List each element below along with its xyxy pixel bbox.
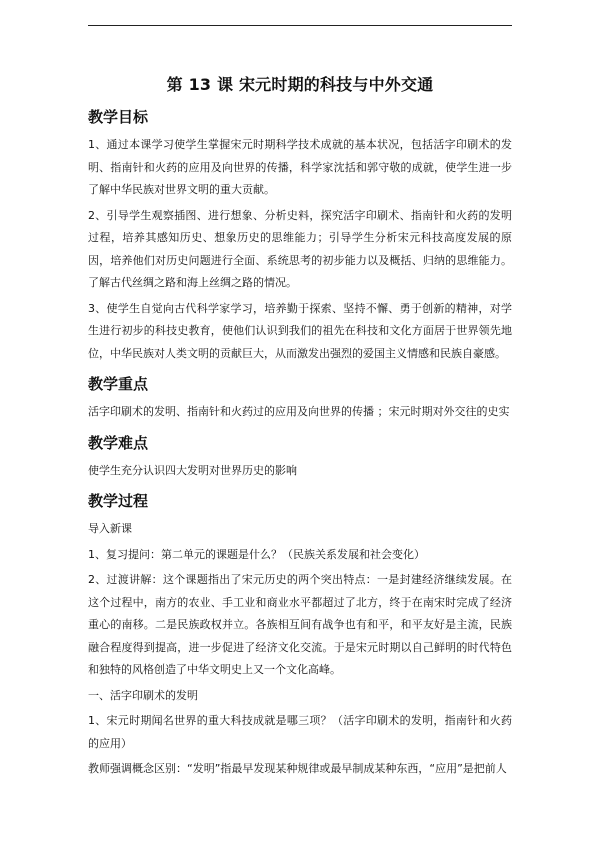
difficulties-text: 使学生充分认识四大发明对世界历史的影响 bbox=[88, 463, 297, 477]
key-points-text: 活字印刷术的发明、指南针和火药过的应用及向世界的传播 ；宋元时期对外交往的史实 bbox=[88, 405, 510, 418]
header-rule bbox=[88, 25, 512, 26]
process-step-1: 1、复习提问：第二单元的课题是什么？（民族关系发展和社会变化） bbox=[88, 547, 425, 561]
process-heading: 教学过程 bbox=[88, 492, 149, 510]
document-page bbox=[88, 74, 512, 784]
objective-item-3: 3、使学生自觉向古代科学家学习，培养勤于探索、坚持不懈、勇于创新的精神，对学生进行初步的科技史教育，使他们认识到我们的祖先在科技和文化方面居于世界领先地位，中华民族对人类文明的贡献巨大，从而激发出强烈的爱国主义情感和民族自豪感。 bbox=[88, 301, 512, 360]
question-1: 1、宋元时期闻名世界的重大科技成就是哪三项？（活字印刷术的发明，指南针和火药的应用） bbox=[88, 714, 512, 750]
objectives-heading: 教学目标 bbox=[88, 108, 149, 126]
objective-item-2: 2、引导学生观察插图、进行想象、分析史料，探究活字印刷术、指南针和火药的发明过程，培养其感知历史、想象历史的思维能力；引导学生分析宋元科技高度发展的原因，培养他们对历史问题进行全面、系统思考的初步能力以及概括、归纳的思维能力。了解古代丝绸之路和海上丝绸之路的情况。 bbox=[88, 208, 512, 289]
lesson-title: 第 13 课 宋元时期的科技与中外交通 bbox=[166, 75, 434, 94]
teacher-note: 教师强调概念区别：“发明”指最早发现某种规律或最早制成某种东西，“应用”是把前人 bbox=[88, 762, 507, 775]
key-points-heading: 教学重点 bbox=[88, 375, 149, 393]
objective-item-1: 1、通过本课学习使学生掌握宋元时期科学技术成就的基本状况，包括活字印刷术的发明、指南针和火药的应用及向世界的传播，科学家沈括和郭守敬的成就，使学生进一步了解中华民族对世界文明的重大贡献。 bbox=[88, 138, 512, 196]
difficulties-heading: 教学难点 bbox=[88, 433, 149, 452]
intro-label: 导入新课 bbox=[88, 522, 132, 535]
process-step-2: 2、过渡讲解：这个课题指出了宋元历史的两个突出特点：一是封建经济继续发展。在这个过程中，南方的农业、手工业和商业水平都超过了北方，终于在南宋时完成了经济重心的南移。二是民族政权并立。各族相互间有战争也有和平，和平友好是主流，民族融合程度得到提高，进一步促进了经济文化交流。于是宋元时期以自己鲜明的时代特色和独特的风格创造了中华文明史上又一个文化高峰。 bbox=[88, 573, 512, 676]
part1-heading: 一、活字印刷术的发明 bbox=[88, 688, 198, 702]
